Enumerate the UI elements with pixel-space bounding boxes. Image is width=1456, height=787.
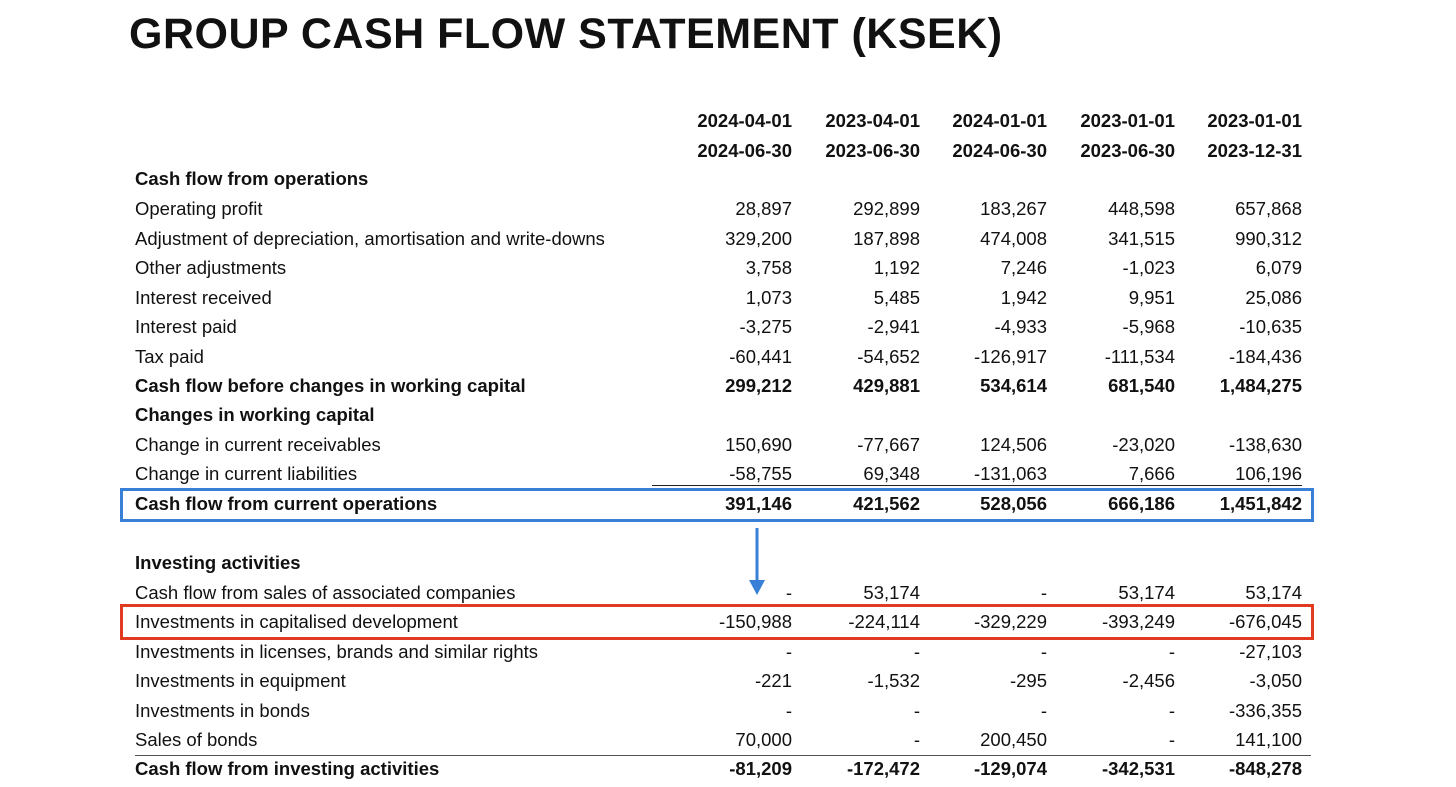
row-value: - <box>1168 641 1175 662</box>
row-value: -27,103 <box>1239 641 1302 662</box>
table-row <box>135 346 1305 375</box>
period-end-header: 2024-06-30 <box>952 140 1047 161</box>
row-label: Change in current liabilities <box>135 463 358 484</box>
row-value: 7,246 <box>1000 257 1047 278</box>
row-value: -3,275 <box>739 316 792 337</box>
period-end-header: 2023-06-30 <box>1080 140 1175 161</box>
period-start-header: 2024-04-01 <box>697 110 792 131</box>
row-value: -342,531 <box>1101 758 1175 779</box>
table-row <box>135 198 1305 227</box>
row-value: 141,100 <box>1235 729 1302 750</box>
row-value: -129,074 <box>973 758 1047 779</box>
row-value: 183,267 <box>980 198 1047 219</box>
row-value: 474,008 <box>980 228 1047 249</box>
row-value: -1,532 <box>867 670 920 691</box>
row-value: -2,941 <box>867 316 920 337</box>
row-value: 7,666 <box>1035 463 1175 486</box>
row-label: Interest paid <box>135 316 237 337</box>
row-value: - <box>785 641 792 662</box>
row-label: Investments in equipment <box>135 670 346 691</box>
row-label: Change in current receivables <box>135 434 381 455</box>
row-value: 187,898 <box>853 228 920 249</box>
subtotal-row <box>135 375 1305 404</box>
row-value: 69,348 <box>780 463 920 486</box>
row-value: -184,436 <box>1228 346 1302 367</box>
row-value: 528,056 <box>980 493 1047 514</box>
row-value: - <box>913 700 920 721</box>
page-title: GROUP CASH FLOW STATEMENT (KSEK) <box>129 10 1003 58</box>
row-value: - <box>1040 700 1047 721</box>
row-value: 1,942 <box>1000 287 1047 308</box>
row-label: Interest received <box>135 287 272 308</box>
period-end-header: 2023-12-31 <box>1207 140 1302 161</box>
row-value: - <box>913 641 920 662</box>
row-value: -131,063 <box>907 463 1047 486</box>
row-value: 329,200 <box>725 228 792 249</box>
table-row <box>135 287 1305 316</box>
row-value: -54,652 <box>857 346 920 367</box>
row-value: 5,485 <box>873 287 920 308</box>
row-value: - <box>785 700 792 721</box>
row-value: 391,146 <box>725 493 792 514</box>
row-value: -329,229 <box>973 611 1047 632</box>
row-value: 106,196 <box>1162 463 1302 486</box>
table-row <box>135 700 1305 729</box>
row-value: 1,451,842 <box>1219 493 1302 514</box>
row-value: -848,278 <box>1228 758 1302 779</box>
row-value: 70,000 <box>735 729 792 750</box>
row-value: 200,450 <box>980 729 1047 750</box>
row-value: 681,540 <box>1108 375 1175 396</box>
row-value: 6,079 <box>1255 257 1302 278</box>
period-end-header: 2023-06-30 <box>825 140 920 161</box>
table-row <box>135 257 1305 286</box>
period-start-header: 2023-01-01 <box>1207 110 1302 131</box>
row-value: -3,050 <box>1249 670 1302 691</box>
row-label: Cash flow from sales of associated companies <box>135 582 516 603</box>
table-row <box>135 316 1305 345</box>
row-label: Other adjustments <box>135 257 287 278</box>
section-heading-working-capital <box>135 404 1305 433</box>
period-start-header: 2023-04-01 <box>825 110 920 131</box>
row-value: -111,534 <box>1104 346 1175 367</box>
row-label: Investments in capitalised development <box>135 611 458 632</box>
row-label: Cash flow before changes in working capital <box>135 375 526 396</box>
row-value: 666,186 <box>1108 493 1175 514</box>
row-value: -60,441 <box>729 346 792 367</box>
row-value: -2,456 <box>1122 670 1175 691</box>
row-value: -23,020 <box>1112 434 1175 455</box>
row-value: 53,174 <box>863 582 920 603</box>
row-value: - <box>913 729 920 750</box>
row-value: 1,192 <box>873 257 920 278</box>
row-value: - <box>1168 729 1175 750</box>
row-value: 150,690 <box>725 434 792 455</box>
row-value: 299,212 <box>725 375 792 396</box>
period-end-header: 2024-06-30 <box>697 140 792 161</box>
row-value: -295 <box>1009 670 1047 691</box>
row-value: 25,086 <box>1245 287 1302 308</box>
row-label: Investing activities <box>135 552 301 573</box>
red-highlight-box <box>120 604 1314 640</box>
row-label: Cash flow from current operations <box>135 493 438 514</box>
row-value: - <box>1040 582 1047 603</box>
row-label: Cash flow from investing activities <box>135 758 440 779</box>
table-row <box>135 228 1305 257</box>
table-row <box>135 729 1305 758</box>
row-value: -126,917 <box>973 346 1047 367</box>
row-value: -676,045 <box>1228 611 1302 632</box>
row-value: -77,667 <box>857 434 920 455</box>
blue-highlight-box <box>120 488 1314 522</box>
row-value: 28,897 <box>735 198 792 219</box>
total-row <box>135 758 1305 787</box>
row-value: 534,614 <box>980 375 1047 396</box>
row-label: Operating profit <box>135 198 263 219</box>
row-value: -138,630 <box>1228 434 1302 455</box>
period-start-header: 2024-01-01 <box>952 110 1047 131</box>
row-label: Sales of bonds <box>135 729 258 750</box>
row-value: 421,562 <box>853 493 920 514</box>
period-start-header: 2023-01-01 <box>1080 110 1175 131</box>
row-value: -150,988 <box>718 611 792 632</box>
row-value: 448,598 <box>1108 198 1175 219</box>
section-heading-investing <box>135 552 1305 581</box>
section-heading-operations <box>135 168 1305 197</box>
row-value: 53,174 <box>1118 582 1175 603</box>
row-label: Adjustment of depreciation, amortisation and write-downs <box>135 228 605 249</box>
row-value: -1,023 <box>1122 257 1175 278</box>
row-value: -221 <box>754 670 792 691</box>
row-value: 1,484,275 <box>1219 375 1302 396</box>
row-value: 1,073 <box>745 287 792 308</box>
row-label: Changes in working capital <box>135 404 375 425</box>
row-value: -81,209 <box>729 758 792 779</box>
row-value: -58,755 <box>652 463 792 486</box>
row-value: -224,114 <box>848 611 920 632</box>
row-value: 429,881 <box>853 375 920 396</box>
row-label: Investments in bonds <box>135 700 310 721</box>
row-value: - <box>1040 641 1047 662</box>
row-value: 53,174 <box>1245 582 1302 603</box>
table-row <box>135 670 1305 699</box>
table-row <box>135 641 1305 670</box>
row-value: -393,249 <box>1101 611 1175 632</box>
row-value: -172,472 <box>846 758 920 779</box>
row-value: -5,968 <box>1122 316 1175 337</box>
row-value: - <box>1168 700 1175 721</box>
total-divider <box>135 755 1311 756</box>
table-row <box>135 434 1305 463</box>
row-value: - <box>785 582 792 603</box>
row-value: 124,506 <box>980 434 1047 455</box>
row-label: Cash flow from operations <box>135 168 369 189</box>
row-value: 341,515 <box>1108 228 1175 249</box>
row-value: 990,312 <box>1235 228 1302 249</box>
row-value: -10,635 <box>1239 316 1302 337</box>
row-value: 292,899 <box>853 198 920 219</box>
row-value: -4,933 <box>994 316 1047 337</box>
row-label: Tax paid <box>135 346 204 367</box>
row-value: 657,868 <box>1235 198 1302 219</box>
row-label: Investments in licenses, brands and similar rights <box>135 641 539 662</box>
row-value: 3,758 <box>745 257 792 278</box>
row-value: -336,355 <box>1228 700 1302 721</box>
row-value: 9,951 <box>1128 287 1175 308</box>
